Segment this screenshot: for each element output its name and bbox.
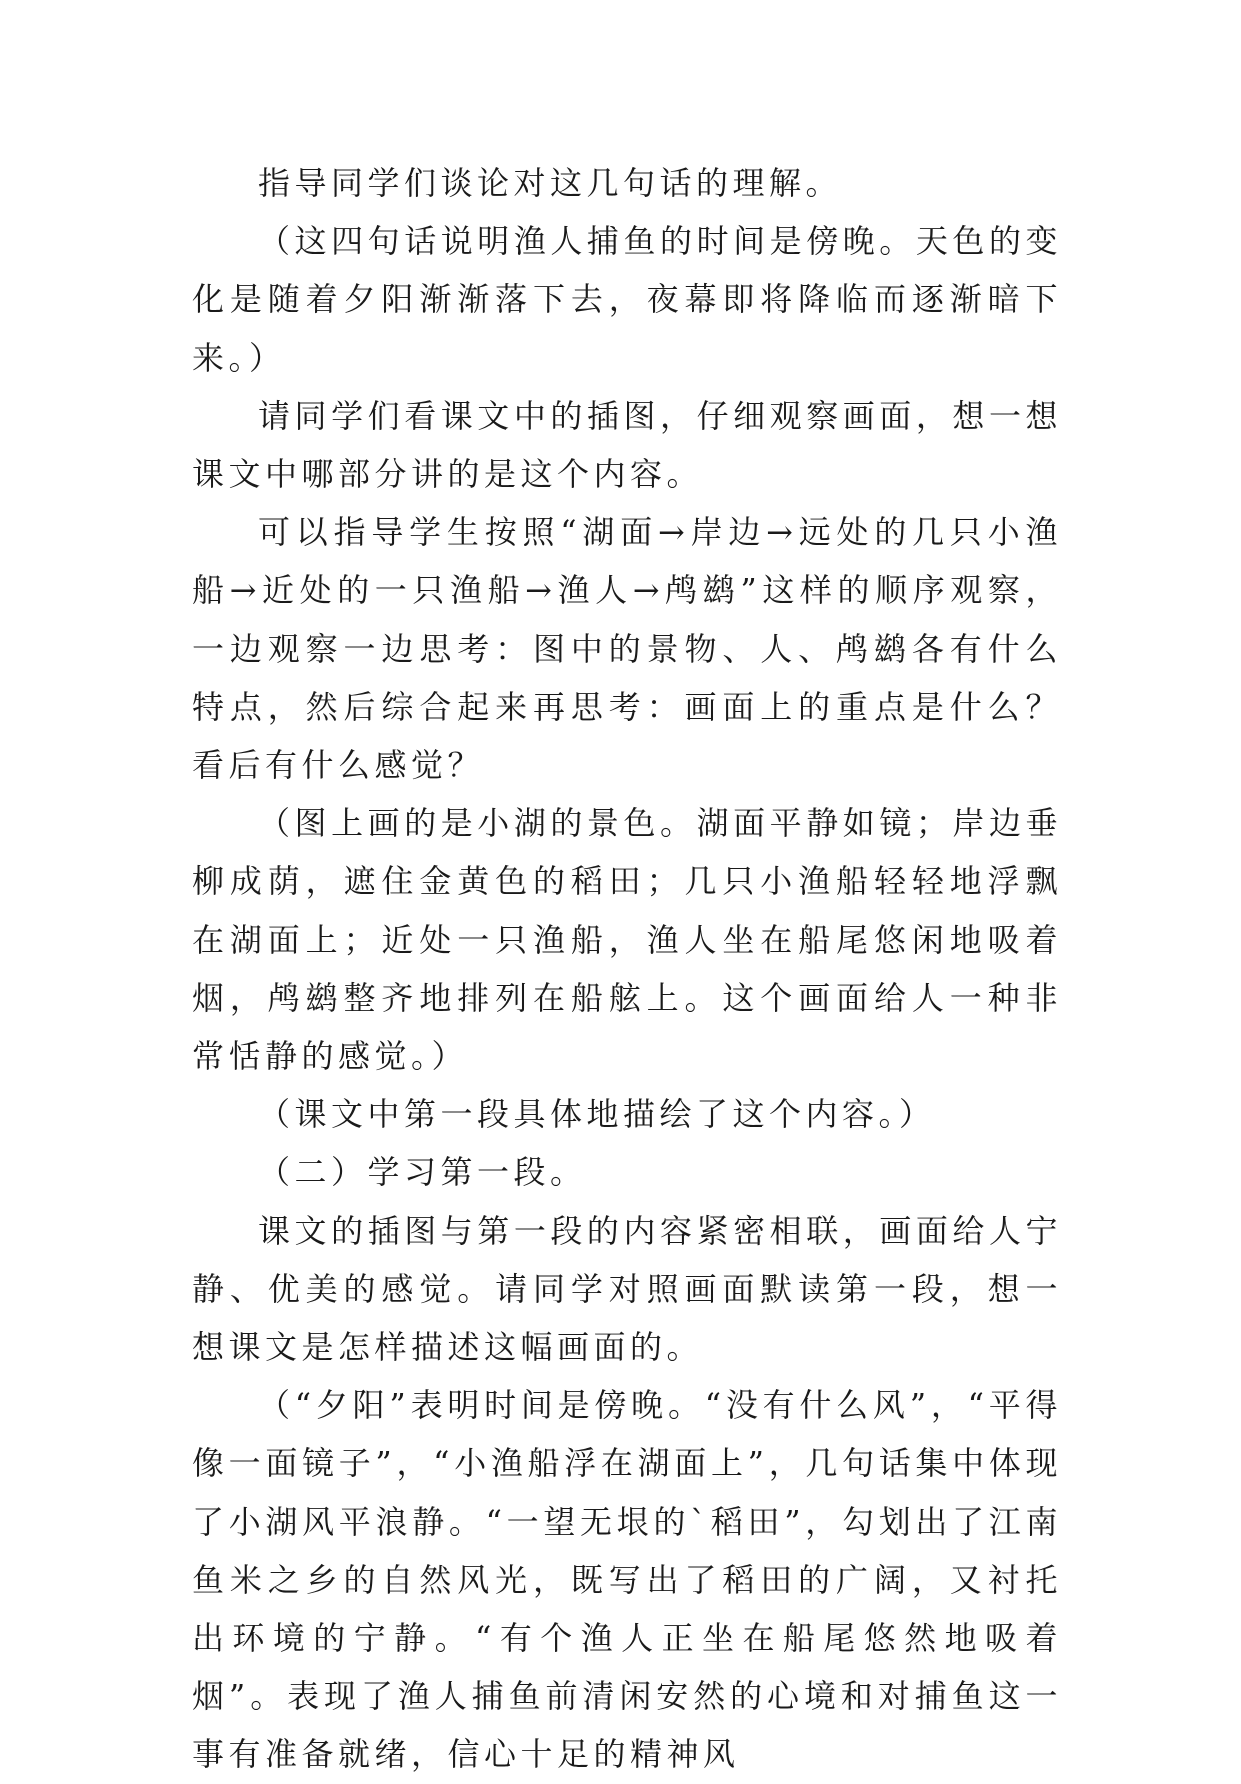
paragraph-8: 课文的插图与第一段的内容紧密相联，画面给人宁静、优美的感觉。请同学对照画面默读第一段，想一想课文是怎样描述这幅画面的。 (192, 1211, 1062, 1367)
paragraph-6: （课文中第一段具体地描绘了这个内容。） (258, 1095, 936, 1134)
paragraph-1: 指导同学们谈论对这几句话的理解。 (258, 164, 843, 202)
paragraph-7: （二）学习第一段。 (258, 1153, 587, 1192)
paragraph-5: （图上画的是小湖的景色。湖面平静如镜；岸边垂柳成荫，遮住金黄色的稻田；几只小渔船轻轻地浮飘在湖面上；近处一只渔船，渔人坐在船尾悠闲地吸着烟，鸬鹚整齐地排列在船舷上。这个画面给人一种非常恬静的感觉。） (192, 804, 1062, 1076)
paragraph-4: 可以指导学生按照“湖面→岸边→远处的几只小渔船→近处的一只渔船→渔人→鸬鹚”这样的顺序观察，一边观察一边思考：图中的景物、人、鸬鹚各有什么特点，然后综合起来再思考：画面上的重点是什么？看后有什么感觉？ (192, 513, 1062, 785)
paragraph-2: （这四句话说明渔人捕鱼的时间是傍晚。天色的变化是随着夕阳渐渐落下去，夜幕即将降临而逐渐暗下来。） (192, 222, 1062, 377)
paragraph-9: （“夕阳”表明时间是傍晚。“没有什么风”，“平得像一面镜子”，“小渔船浮在湖面上”，几句话集中体现了小湖风平浪静。“一望无垠的`稻田”，勾划出了江南鱼米之乡的自然风光，既写出了稻田的广阔，又衬托出环境的宁静。“有个渔人正坐在船尾悠然地吸着烟”。表现了渔人捕鱼前清闲安然的心境和对捕鱼这一事有准备就绪，信心十足的精神风 (192, 1386, 1062, 1774)
document-page (192, 154, 1062, 1784)
paragraph-3: 请同学们看课文中的插图，仔细观察画面，想一想课文中哪部分讲的是这个内容。 (192, 396, 1062, 494)
